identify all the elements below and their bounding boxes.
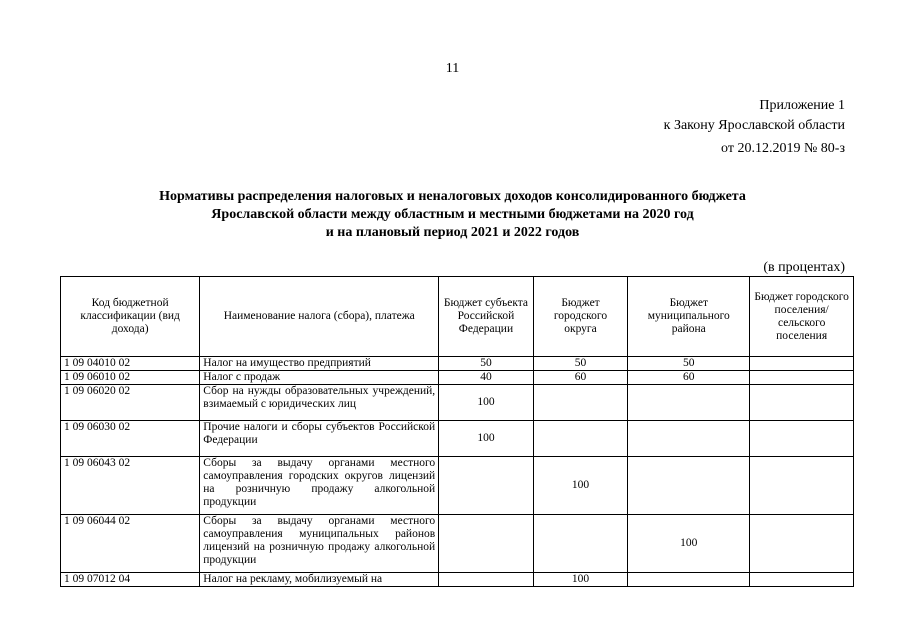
code-cell: 1 09 06020 02 (61, 385, 200, 421)
name-cell: Сборы за выдачу органами местного самоуправления муниципальных районов лицензий на розничную продажу алкогольной продукции (200, 515, 439, 573)
subject-cell: 40 (439, 371, 534, 385)
code-cell: 1 09 04010 02 (61, 357, 200, 371)
name-cell: Налог на рекламу, мобилизуемый на (200, 573, 439, 587)
document-title (60, 188, 845, 242)
table-row (61, 385, 854, 421)
district-cell (628, 421, 750, 457)
name-cell: Налог на имущество предприятий (200, 357, 439, 371)
name-cell: Сборы за выдачу органами местного самоуправления городских округов лицензий на розничную продажу алкогольной продукции (200, 457, 439, 515)
header-district-budget: Бюджет муниципального района (628, 277, 750, 357)
units-label: (в процентах) (763, 260, 845, 275)
settlement-cell (750, 573, 854, 587)
district-cell: 60 (628, 371, 750, 385)
title-line-2: Ярославской области между областным и местными бюджетами на 2020 год (211, 207, 694, 222)
header-subject-budget: Бюджет субъекта Российской Федерации (439, 277, 534, 357)
city-cell (533, 515, 628, 573)
appendix-line-1: Приложение 1 (759, 98, 845, 113)
page-number: 11 (445, 61, 460, 76)
header-city-budget: Бюджет городского округа (533, 277, 628, 357)
subject-cell: 100 (439, 385, 534, 421)
code-cell: 1 09 07012 04 (61, 573, 200, 587)
subject-cell: 100 (439, 421, 534, 457)
city-cell: 50 (533, 357, 628, 371)
table-row (61, 421, 854, 457)
distribution-table (60, 276, 854, 587)
header-name: Наименование налога (сбора), платежа (200, 277, 439, 357)
settlement-cell (750, 371, 854, 385)
code-cell: 1 09 06044 02 (61, 515, 200, 573)
settlement-cell (750, 515, 854, 573)
code-cell: 1 09 06030 02 (61, 421, 200, 457)
city-cell (533, 385, 628, 421)
city-cell: 100 (533, 573, 628, 587)
code-cell: 1 09 06043 02 (61, 457, 200, 515)
district-cell: 50 (628, 357, 750, 371)
header-settlement-budget: Бюджет городского поселения/ сельского поселения (750, 277, 854, 357)
table-row (61, 515, 854, 573)
settlement-cell (750, 385, 854, 421)
name-cell: Сбор на нужды образовательных учреждений, взимаемый с юридических лиц (200, 385, 439, 421)
name-cell: Налог с продаж (200, 371, 439, 385)
appendix-line-3: от 20.12.2019 № 80-з (721, 141, 845, 156)
title-line-3: и на плановый период 2021 и 2022 годов (325, 225, 580, 240)
district-cell (628, 573, 750, 587)
title-line-1: Нормативы распределения налоговых и неналоговых доходов консолидированного бюджета (159, 189, 746, 204)
appendix-line-2: к Закону Ярославской области (663, 118, 845, 133)
header-code: Код бюджетной классификации (вид дохода) (61, 277, 200, 357)
city-cell: 60 (533, 371, 628, 385)
subject-cell (439, 457, 534, 515)
name-cell: Прочие налоги и сборы субъектов Российской Федерации (200, 421, 439, 457)
subject-cell (439, 573, 534, 587)
table-row (61, 457, 854, 515)
subject-cell (439, 515, 534, 573)
district-cell (628, 385, 750, 421)
city-cell (533, 421, 628, 457)
subject-cell: 50 (439, 357, 534, 371)
table-row (61, 371, 854, 385)
table-row (61, 357, 854, 371)
district-cell: 100 (628, 515, 750, 573)
table-header-row (61, 277, 854, 357)
settlement-cell (750, 421, 854, 457)
code-cell: 1 09 06010 02 (61, 371, 200, 385)
table-row (61, 573, 854, 587)
city-cell: 100 (533, 457, 628, 515)
district-cell (628, 457, 750, 515)
settlement-cell (750, 457, 854, 515)
settlement-cell (750, 357, 854, 371)
